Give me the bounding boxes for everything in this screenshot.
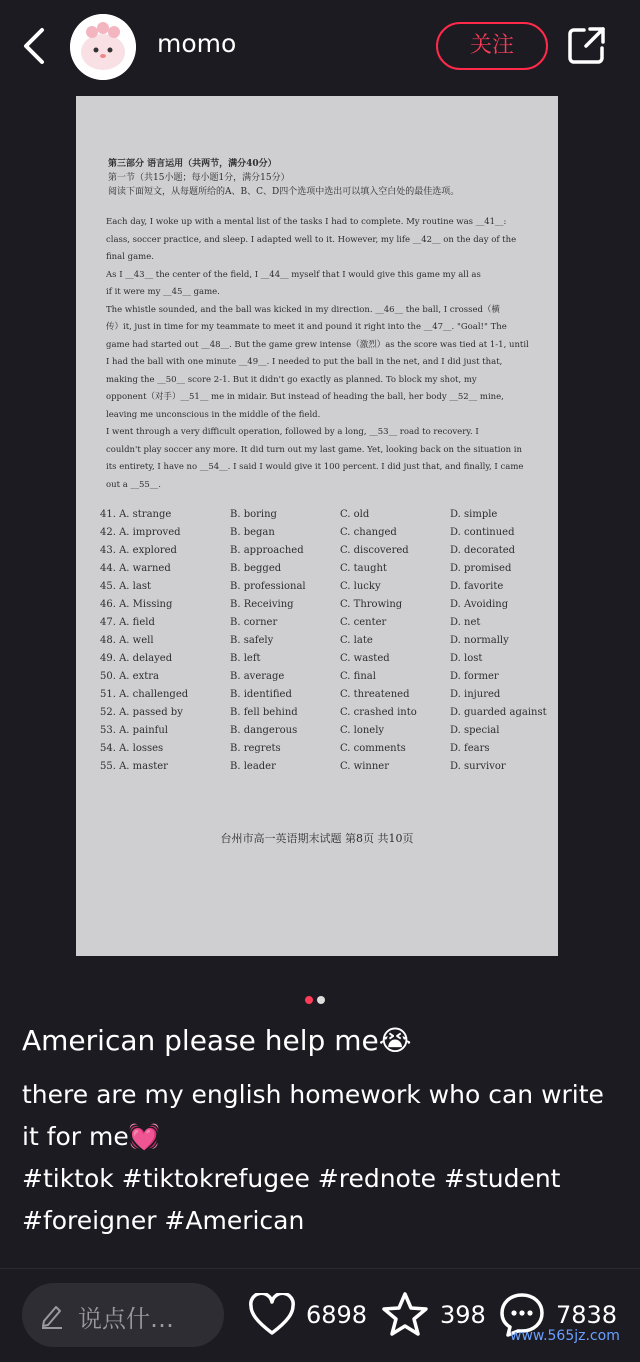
passage-line: out a __55__. [106,479,161,490]
question-row [100,707,560,725]
heart-icon [248,1293,296,1337]
post-image[interactable] [0,96,640,968]
question-row [100,689,560,707]
question-row [100,509,560,527]
question-row [100,761,560,779]
share-icon[interactable] [568,26,606,64]
question-row [100,743,560,761]
option-cell: C. changed [340,527,397,538]
option-cell: C. discovered [340,545,409,556]
instructions: 阅读下面短文，从每题所给的A、B、C、D四个选项中选出可以填入空白处的最佳选项。 [108,187,460,197]
avatar[interactable] [70,14,136,80]
back-arrow-icon[interactable] [18,24,54,68]
option-cell: 49. A. delayed [100,653,173,664]
passage-line: opponent（对手）__51__ me in midair. But instead of heading the ball, her body __52__ mine, [106,392,504,402]
option-cell: C. winner [340,761,389,772]
option-cell: D. continued [450,527,515,538]
option-cell: B. begged [230,563,282,574]
bottom-bar [0,1268,640,1362]
option-cell: D. decorated [450,545,516,556]
option-cell: B. leader [230,761,276,772]
question-row [100,725,560,743]
question-row [100,635,560,653]
question-row [100,599,560,617]
option-cell: C. old [340,509,370,520]
option-cell: D. fears [450,743,490,754]
option-cell: D. guarded against [450,707,547,718]
option-cell: C. final [340,671,376,682]
option-cell: B. approached [230,545,304,556]
passage-line: The whistle sounded, and the ball was kicked in my direction. __46__ the ball, I crossed（横 [106,304,500,315]
option-cell: B. professional [230,581,306,592]
passage-line: making the __50__ score 2-1. But it didn't go exactly as planned. To block my shot, my [106,374,477,385]
post-hashtags[interactable]: #tiktok #tiktokrefugee #rednote #student #foreigner #American [22,1164,561,1235]
option-cell: B. boring [230,509,277,520]
option-cell: B. corner [230,617,278,628]
watermark: www.565jz.com [510,1328,620,1344]
passage [106,214,546,494]
passage-line: game had started out __48__. But the game grew intense（激烈）as the score was tied at 1-1, until [106,339,529,350]
option-cell: B. safely [230,635,274,646]
option-cell: B. average [230,671,285,682]
post-title: American please help me😭 [22,1024,412,1057]
option-cell: D. simple [450,509,498,520]
like-button[interactable] [248,1285,367,1345]
option-cell: D. favorite [450,581,504,592]
passage-line: if it were my __45__ game. [106,287,220,297]
option-cell: 46. A. Missing [100,599,173,610]
question-row [100,671,560,689]
option-cell: 50. A. extra [100,671,159,682]
option-cell: C. lucky [340,581,381,592]
option-cell: C. center [340,617,387,628]
option-cell: 43. A. explored [100,545,177,556]
option-cell: B. left [230,653,261,664]
subsection-title: 第一节（共15小题；每小题1分，满分15分） [108,173,290,183]
passage-line: 传）it, just in time for my teammate to meet it and pound it right into the __47__. "Goal!" The [106,322,507,332]
option-cell: C. taught [340,563,387,574]
option-cell: C. wasted [340,653,390,664]
comment-input[interactable] [22,1283,224,1347]
section-title: 第三部分 语言运用（共两节，满分40分） [108,159,277,169]
option-cell: 42. A. improved [100,527,181,538]
follow-button[interactable]: 关注 [436,22,548,70]
option-cell: D. injured [450,689,501,700]
passage-line: As I __43__ the center of the field, I __44__ myself that I would give this game my all as [106,269,481,280]
option-cell: B. dangerous [230,725,298,736]
option-cell: B. identified [230,689,292,700]
option-cell: 48. A. well [100,635,154,646]
question-row [100,581,560,599]
option-cell: 53. A. painful [100,725,169,736]
option-cell: D. Avoiding [450,599,509,610]
question-row [100,563,560,581]
passage-line: leaving me unconscious in the middle of the field. [106,409,321,420]
option-cell: 47. A. field [100,617,155,628]
passage-line: class, soccer practice, and sleep. I adapted well to it. However, my life __42__ on the day of the [106,234,517,245]
option-cell: D. net [450,617,481,628]
question-row [100,527,560,545]
dot-inactive [317,996,325,1004]
star-icon [380,1291,430,1339]
question-row [100,545,560,563]
username[interactable]: momo [157,29,237,58]
passage-line: its entirety, I have no __54__. I said I would give it 100 percent. I did just that, and finally, I came [106,462,524,472]
option-cell: D. lost [450,653,483,664]
passage-line: Each day, I woke up with a mental list of the tasks I had to complete. My routine was __41__: [106,217,507,227]
comment-count: 7838 [556,1301,618,1329]
option-cell: 52. A. passed by [100,707,183,718]
passage-line: final game. [106,252,154,262]
option-cell: 54. A. losses [100,743,164,754]
passage-line: I had the ball with one minute __49__. I needed to put the ball in the net, and I did just that, [106,357,503,367]
question-row [100,617,560,635]
dot-active [305,996,313,1004]
pencil-icon [40,1301,64,1329]
option-cell: B. began [230,527,275,538]
carousel-dots [305,989,329,1008]
option-cell: D. special [450,725,500,736]
option-cell: C. Throwing [340,599,403,610]
option-cell: 55. A. master [100,761,168,772]
option-cell: 45. A. last [100,581,151,592]
option-cell: 51. A. challenged [100,689,189,700]
option-cell: C. late [340,635,373,646]
option-cell: D. former [450,671,499,682]
comment-placeholder: 说点什… [78,1305,174,1333]
option-cell: C. threatened [340,689,410,700]
option-cell: B. Receiving [230,599,294,610]
option-cell: D. normally [450,635,509,646]
option-cell: B. regrets [230,743,281,754]
collect-count: 398 [440,1301,486,1329]
option-cell: 41. A. strange [100,509,172,520]
option-cell: D. promised [450,563,512,574]
option-cell: 44. A. warned [100,563,171,574]
option-cell: C. lonely [340,725,385,736]
passage-line: I went through a very difficult operation, followed by a long, __53__ road to recovery. I [106,427,479,437]
question-row [100,653,560,671]
question-options [100,509,560,779]
cartoon-avatar-icon [70,14,136,80]
option-cell: B. fell behind [230,707,298,718]
option-cell: C. crashed into [340,707,417,718]
option-cell: C. comments [340,743,406,754]
top-bar [0,0,640,97]
post-body: there are my english homework who can write it for me💓 [22,1080,604,1151]
passage-line: couldn't play soccer any more. It did turn out my last game. Yet, looking back on the situation in [106,444,522,455]
collect-button[interactable] [380,1285,486,1345]
page-footer: 台州市高一英语期末试题 第8页 共10页 [220,832,414,845]
like-count: 6898 [306,1301,368,1329]
option-cell: D. survivor [450,761,506,772]
